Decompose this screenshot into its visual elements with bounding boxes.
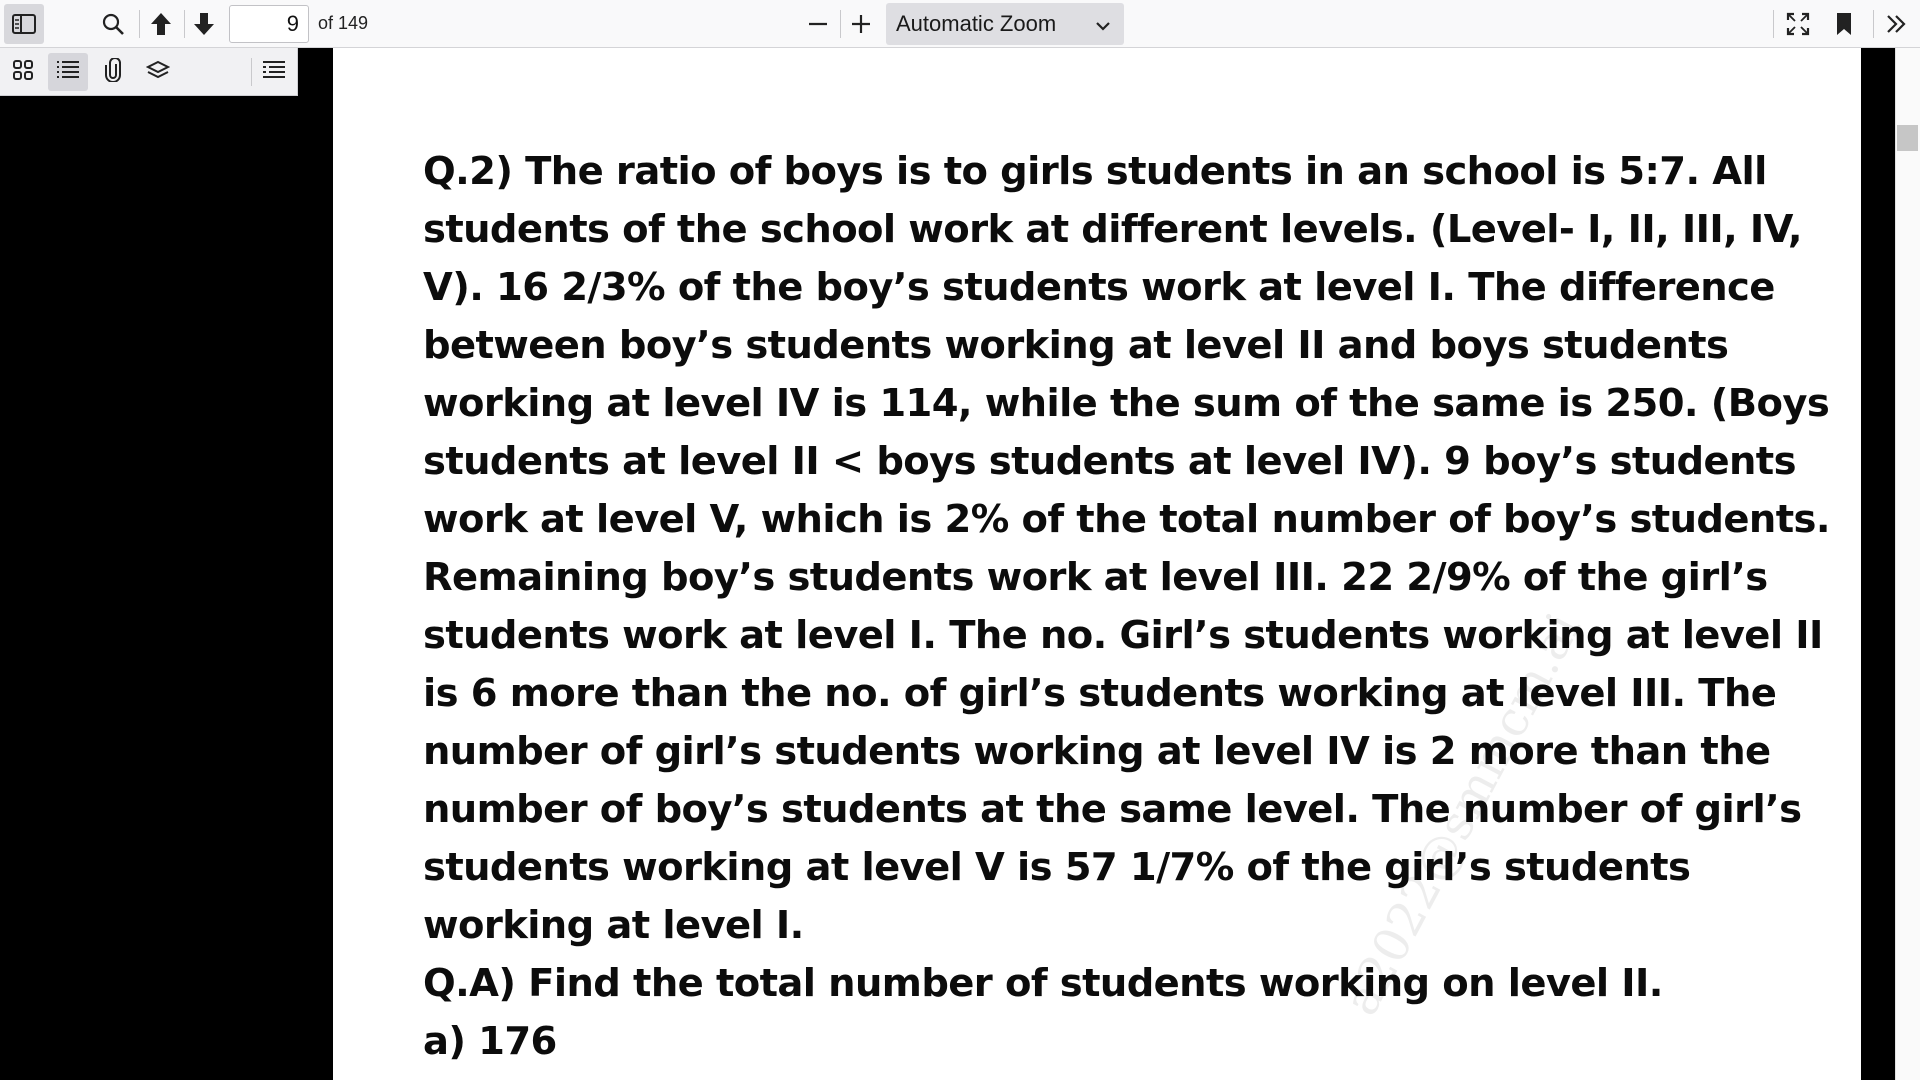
zoom-select[interactable] bbox=[886, 3, 1124, 45]
zoom-in-button[interactable] bbox=[841, 4, 881, 44]
chevron-down-icon bbox=[1094, 15, 1112, 41]
outline-icon bbox=[55, 59, 81, 86]
bookmark-button[interactable] bbox=[1824, 4, 1864, 44]
next-page-button[interactable] bbox=[184, 4, 224, 44]
zoom-in-icon bbox=[850, 13, 872, 35]
watermark: a2022@smmcm.ai bbox=[1333, 604, 1592, 1025]
find-button[interactable] bbox=[93, 4, 133, 44]
toolbar-separator bbox=[251, 58, 252, 86]
zoom-select-label: Automatic Zoom bbox=[896, 11, 1057, 36]
zoom-out-icon bbox=[807, 13, 829, 35]
outline-view-button[interactable] bbox=[48, 53, 88, 91]
layers-icon bbox=[146, 59, 170, 86]
zoom-out-button[interactable] bbox=[798, 4, 838, 44]
attachments-icon bbox=[104, 58, 122, 87]
presentation-mode-button[interactable] bbox=[1778, 4, 1818, 44]
scrollbar-thumb[interactable] bbox=[1897, 125, 1918, 151]
pdf-page bbox=[333, 48, 1861, 1080]
page-number-input[interactable] bbox=[229, 5, 309, 43]
page-text-content bbox=[423, 143, 1843, 1071]
toolbar-separator bbox=[1873, 10, 1874, 38]
sidebar-toolbar bbox=[0, 48, 298, 96]
thumbnails-view-button[interactable] bbox=[3, 53, 43, 91]
search-icon bbox=[101, 12, 125, 36]
thumbnails-icon bbox=[12, 59, 34, 86]
question-paragraph: Q.2) The ratio of boys is to girls students in an school is 5:7. All students of the school work at different levels. (Level- I, II, III, IV, V). 16 2/3% of the boy’s students work at level I. The difference between boy’s students working at level II and boys students working at level IV is 114, while the sum of the same is 250. (Boys students at level II < boys students at level IV). 9 boy’s students work at level V, which is 2% of the total number of boy’s students. Remaining boy’s students work at level III. 22 2/9% of the girl’s students work at level I. The no. Girl’s students working at level II is 6 more than the no. of girl’s students working at level III. The number of girl’s students working at level IV is 2 more than the number of boy’s students at the same level. The number of girl’s students working at level V is 57 1/7% of the girl’s students working at level I. bbox=[423, 149, 1830, 948]
previous-page-icon bbox=[149, 11, 173, 37]
sidebar-toggle-icon bbox=[12, 14, 36, 34]
previous-page-button[interactable] bbox=[141, 4, 181, 44]
toolbar-separator bbox=[139, 10, 140, 38]
answer-option: a) 176 bbox=[423, 1019, 557, 1064]
presentation-mode-icon bbox=[1786, 12, 1810, 36]
sidebar-toggle-button[interactable] bbox=[4, 4, 44, 44]
layers-view-button[interactable] bbox=[138, 53, 178, 91]
attachments-view-button[interactable] bbox=[93, 53, 133, 91]
main-toolbar bbox=[0, 0, 1920, 48]
sub-question: Q.A) Find the total number of students working on level II. bbox=[423, 961, 1663, 1006]
next-page-icon bbox=[192, 11, 216, 37]
tools-icon bbox=[1885, 13, 1907, 35]
tools-button[interactable] bbox=[1876, 4, 1916, 44]
page-count-label: of 149 bbox=[318, 13, 369, 33]
vertical-scrollbar[interactable] bbox=[1895, 48, 1920, 1080]
toolbar-separator bbox=[1773, 10, 1774, 38]
bookmark-icon bbox=[1835, 12, 1853, 36]
current-outline-item-button[interactable] bbox=[254, 53, 294, 91]
current-outline-item-icon bbox=[261, 59, 287, 86]
